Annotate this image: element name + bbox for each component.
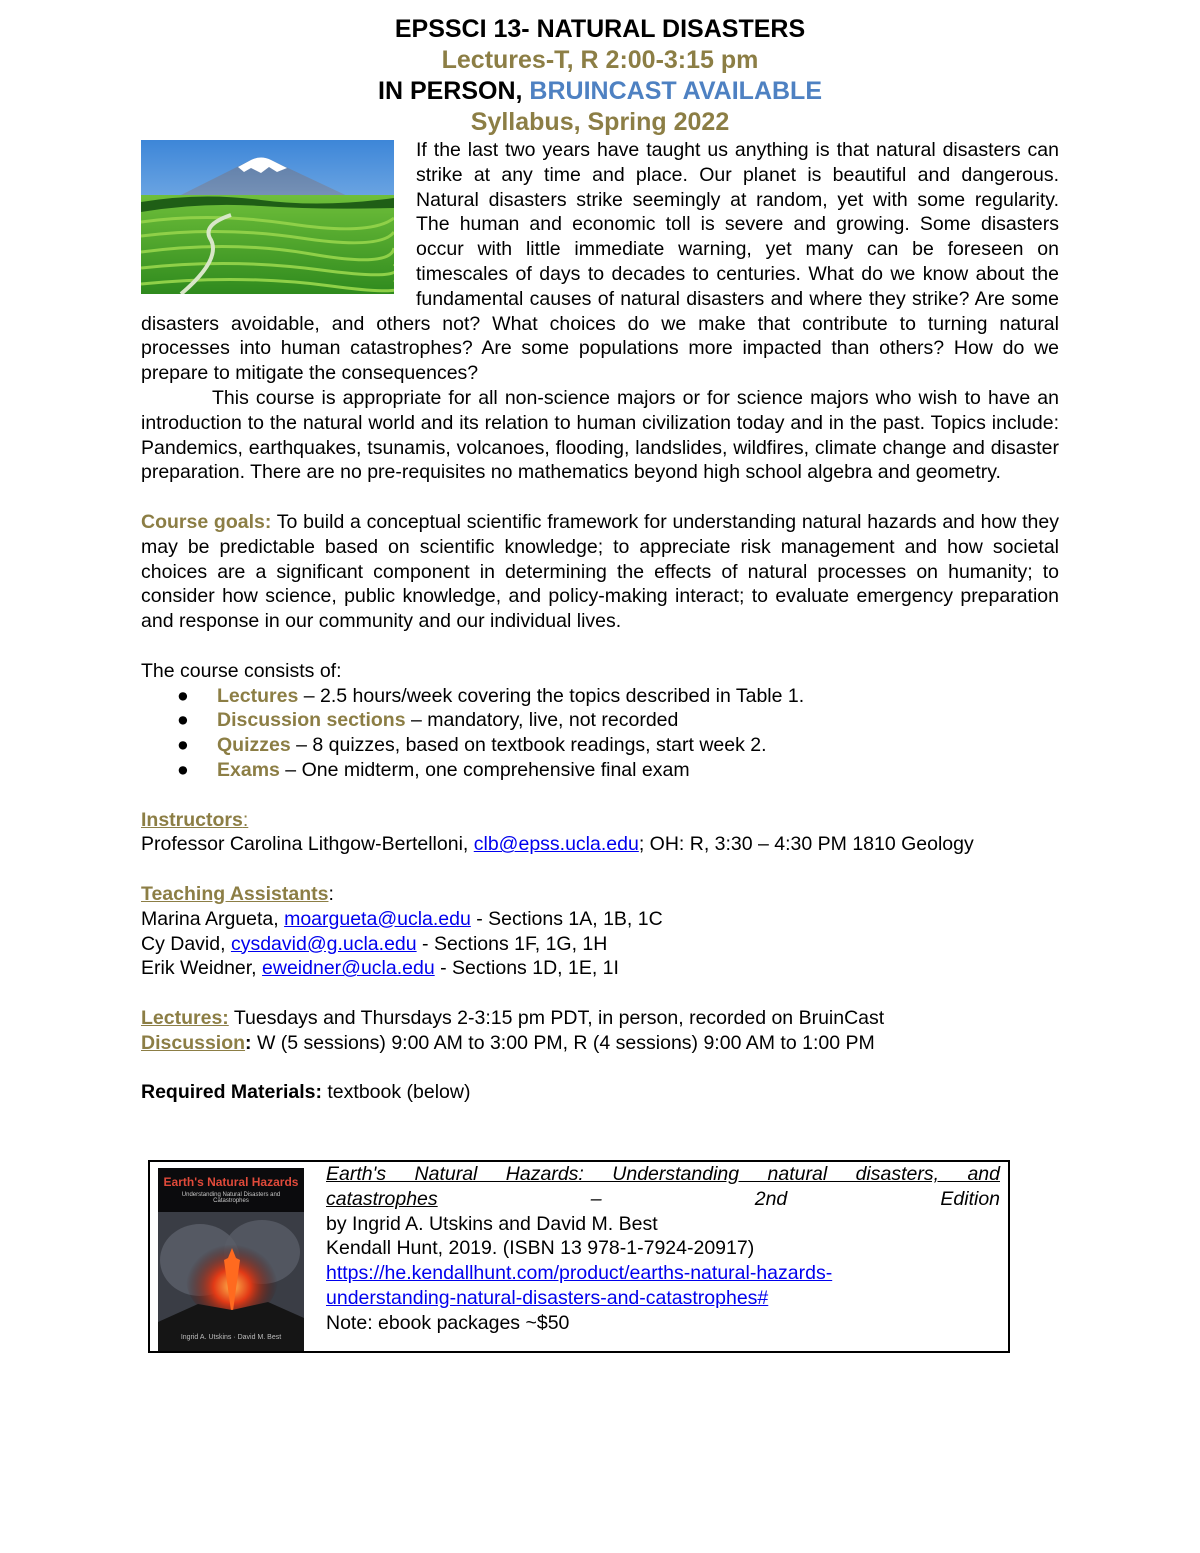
instructors-heading	[141, 808, 1059, 833]
textbook-note: Note: ebook packages ~$50	[326, 1311, 570, 1334]
list-item	[141, 733, 1059, 758]
textbook-title-part2: catastrophes	[326, 1187, 438, 1210]
textbook-authors: by Ingrid A. Utskins and David M. Best	[326, 1212, 658, 1235]
course-goals-label: Course goals:	[141, 510, 272, 533]
instructor-name: Professor Carolina Lithgow-Bertelloni,	[141, 833, 474, 856]
textbook-publisher-line	[326, 1236, 1000, 1261]
lectures-text: Tuesdays and Thursdays 2-3:15 pm PDT, in person, recorded on BruinCast	[228, 1006, 885, 1029]
course-components-list	[141, 684, 1059, 783]
instructor-email-link[interactable]: clb@epss.ucla.edu	[473, 833, 639, 856]
course-consists-intro: The course consists of:	[141, 659, 342, 682]
course-goals-text: To build a conceptual scientific framework for understanding natural hazards and how they may be predictable based on scientific knowledge; to appreciate risk management and how societal choices are a significant component in determining the effects of natural processes on humanity; to consider how science, public knowledge, and policy-making interact; to evaluate emergency preparation and response in our community and our individual lives.	[141, 510, 1059, 633]
list-item	[141, 708, 1059, 733]
course-goals	[141, 510, 1059, 634]
component-text: – 8 quizzes, based on textbook readings, start week 2.	[290, 734, 767, 757]
ta-row	[141, 907, 1059, 932]
instructors-colon: :	[242, 808, 249, 831]
component-text: – 2.5 hours/week covering the topics described in Table 1.	[298, 684, 805, 707]
delivery-mode	[141, 76, 1059, 107]
ta-sections: - Sections 1F, 1G, 1H	[416, 932, 608, 955]
ta-name: Erik Weidner,	[141, 957, 263, 980]
textbook-box	[148, 1160, 1010, 1353]
intro-paragraph-2: This course is appropriate for all non-science majors or for science majors who wish to have an introduction to the natural world and its relation to human civilization today and in the past. Topics include: Pandemics, earthquakes, tsunamis, volcanoes, flooding, landslides, wildfires, climate change and disaster preparation. There are no pre-requisites no mathematics beyond high school algebra and geometry.	[141, 386, 1059, 484]
ta-email-link[interactable]: eweidner@ucla.edu	[262, 957, 435, 980]
lecture-times: Lectures-T, R 2:00-3:15 pm	[441, 46, 759, 74]
bullet-icon: ●	[177, 734, 189, 757]
textbook-url[interactable]	[326, 1261, 1000, 1311]
bullet-icon: ●	[177, 684, 189, 707]
ta-row	[141, 956, 1059, 981]
ta-name: Marina Argueta,	[141, 907, 285, 930]
textbook-dash: –	[590, 1187, 602, 1210]
cover-title: Earth's Natural Hazards	[163, 1175, 299, 1189]
tas-label: Teaching Assistants	[141, 882, 329, 905]
discussion-label: Discussion	[141, 1031, 246, 1054]
component-text: – mandatory, live, not recorded	[405, 709, 679, 732]
textbook-edition-word: Edition	[940, 1187, 1001, 1210]
list-item	[141, 684, 1059, 709]
ta-sections: - Sections 1A, 1B, 1C	[470, 907, 663, 930]
textbook-details	[326, 1162, 1000, 1336]
textbook-url-link-2[interactable]: understanding-natural-disasters-and-catastrophes#	[326, 1286, 769, 1309]
ta-row	[141, 932, 1059, 957]
course-title: EPSSCI 13- NATURAL DISASTERS	[394, 15, 806, 43]
component-label: Exams	[217, 758, 280, 781]
list-item	[141, 758, 1059, 783]
component-label: Discussion sections	[217, 709, 406, 732]
textbook-title-line2	[326, 1187, 1000, 1212]
landscape-image	[141, 140, 394, 294]
discussion-text: W (5 sessions) 9:00 AM to 3:00 PM, R (4 sessions) 9:00 AM to 1:00 PM	[251, 1031, 875, 1054]
textbook-isbn: (ISBN 13 978-1-7924-20917)	[497, 1237, 755, 1260]
cover-subtitle: Understanding Natural Disasters and Catastrophes	[181, 1192, 281, 1204]
required-materials	[141, 1080, 1059, 1105]
required-materials-text: textbook (below)	[321, 1081, 471, 1104]
mount-fuji-tea-field-photo	[141, 140, 394, 294]
textbook-publisher: Kendall Hunt, 2019.	[326, 1237, 498, 1260]
textbook-edition-num: 2nd	[754, 1187, 788, 1210]
intro-paragraph-1: If the last two years have taught us anything is that natural disasters can strike at any time and place. Our planet is beautiful and dangerous. Natural disasters strike seemingly at random, yet with some regularity. The human and economic toll is severe and growing. Some disasters occur with little immediate warning, yet many can be foreseen on timescales of days to decades to centuries. What do we know about the fundamental causes of natural disasters and where they strike? Are some disasters avoidable, and others not? What choices do we make that contribute to turning natural processes into human catastrophes? Are some populations more impacted than others? How do we prepare to mitigate the consequences?	[141, 139, 1059, 385]
lectures-label: Lectures:	[141, 1006, 229, 1029]
textbook-cover-image	[158, 1168, 304, 1351]
syllabus-page	[141, 14, 1059, 1105]
instructor-office-hours: ; OH: R, 3:30 – 4:30 PM 1810 Geology	[638, 833, 974, 856]
discussion-schedule	[141, 1031, 1059, 1056]
ta-email-link[interactable]: moargueta@ucla.edu	[284, 907, 471, 930]
cover-authors: Ingrid A. Utskins · David M. Best	[180, 1334, 282, 1341]
tas-heading	[141, 882, 1059, 907]
tas-colon: :	[328, 882, 334, 905]
lectures-schedule	[141, 1006, 1059, 1031]
discussion-colon: :	[245, 1031, 252, 1054]
bullet-icon: ●	[177, 758, 189, 781]
component-label: Quizzes	[217, 734, 291, 757]
ta-email-link[interactable]: cysdavid@g.ucla.edu	[230, 932, 417, 955]
textbook-title: Earth's Natural Hazards: Understanding natural disasters, and	[326, 1163, 1000, 1185]
ta-sections: - Sections 1D, 1E, 1I	[434, 957, 619, 980]
delivery-mode-prefix: IN PERSON,	[378, 77, 530, 105]
bullet-icon: ●	[177, 709, 189, 732]
bruincast-highlight: BRUINCAST AVAILABLE	[529, 77, 822, 105]
instructor-line	[141, 832, 1059, 857]
component-label: Lectures	[217, 684, 299, 707]
textbook-url-link-1[interactable]: https://he.kendallhunt.com/product/earths-natural-hazards-	[326, 1262, 833, 1285]
required-materials-label: Required Materials:	[141, 1081, 322, 1104]
ta-name: Cy David,	[141, 932, 231, 955]
instructors-label: Instructors	[141, 808, 243, 831]
syllabus-term: Syllabus, Spring 2022	[470, 108, 730, 136]
component-text: – One midterm, one comprehensive final exam	[279, 758, 690, 781]
